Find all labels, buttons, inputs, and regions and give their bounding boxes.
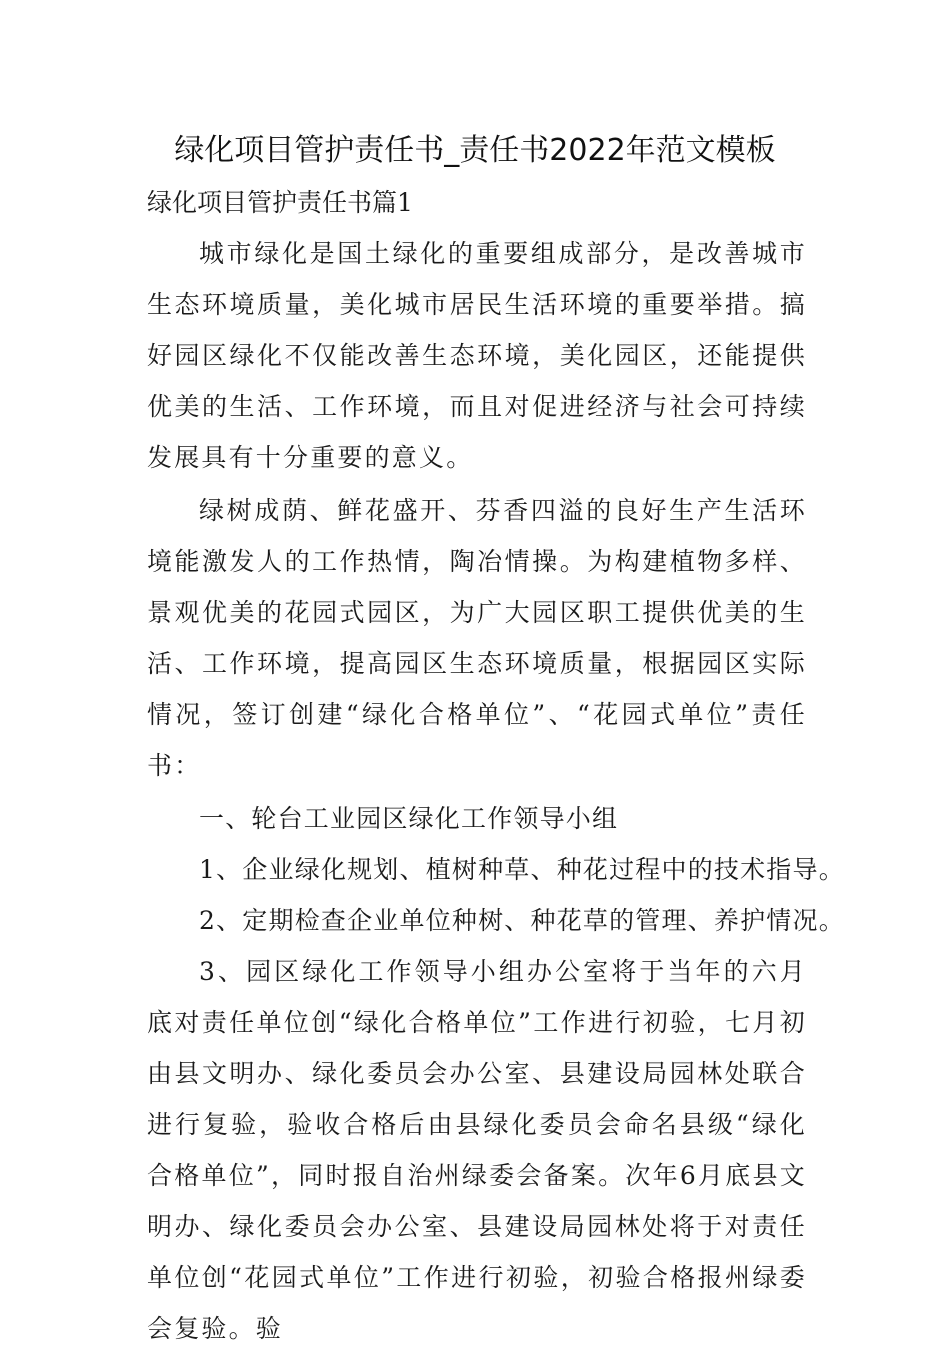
document-body	[147, 178, 845, 1354]
paragraph-intro: 城市绿化是国土绿化的重要组成部分，是改善城市生态环境质量，美化城市居民生活环境的重要举措。搞好园区绿化不仅能改善生态环境，美化园区，还能提供优美的生活、工作环境，而且对促进经济与社会可持续发展具有十分重要的意义。	[147, 239, 807, 472]
paragraph-environment: 绿树成荫、鲜花盛开、芬香四溢的良好生产生活环境能激发人的工作热情，陶冶情操。为构建植物多样、景观优美的花园式园区，为广大园区职工提供优美的生活、工作环境，提高园区生态环境质量，根据园区实际情况，签订创建“绿化合格单位”、“花园式单位”责任书：	[147, 496, 807, 780]
list-item: 2、定期检查企业单位种树、种花草的管理、养护情况。	[199, 906, 845, 935]
document-title: 绿化项目管护责任书_责任书2022年范文模板	[174, 133, 776, 168]
list-item-3: 3、园区绿化工作领导小组办公室将于当年的六月底对责任单位创“绿化合格单位”工作进行初验，七月初由县文明办、绿化委员会办公室、县建设局园林处联合进行复验，验收合格后由县绿化委员会命名县级“绿化合格单位”，同时报自治州绿委会备案。次年6月底县文明办、绿化委员会办公室、县建设局园林处将于对责任单位创“花园式单位”工作进行初验，初验合格报州绿委会复验。验	[147, 957, 807, 1343]
list-item: 1、企业绿化规划、植树种草、种花过程中的技术指导。	[199, 855, 845, 884]
list-heading: 一、轮台工业园区绿化工作领导小组	[199, 804, 619, 833]
section-heading: 绿化项目管护责任书篇1	[147, 188, 413, 217]
